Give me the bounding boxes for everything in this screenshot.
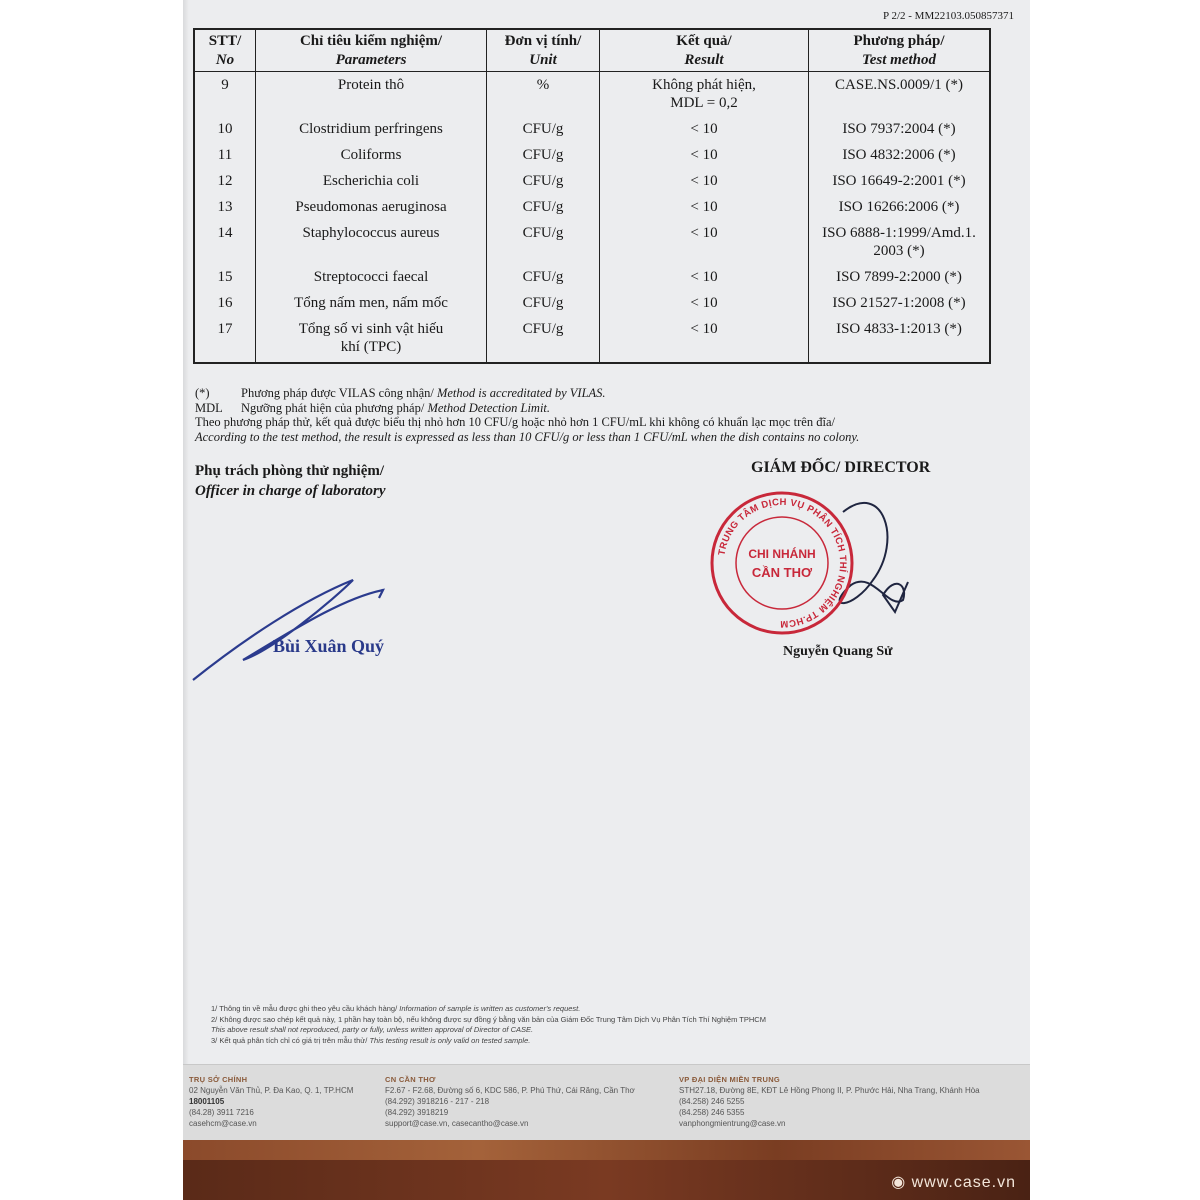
note-mdl: MDL Ngưỡng phát hiện của phương pháp/ Method Detection Limit. — [195, 400, 551, 415]
list-item: F2.67 - F2.68, Đường số 6, KDC 586, P. Phú Thứ, Cái Răng, Cần Thơ — [385, 1086, 635, 1095]
cell-param: Clostridium perfringens — [256, 116, 487, 142]
cell-no: 17 — [194, 316, 256, 363]
cell-result: < 10 — [600, 264, 809, 290]
website-link[interactable]: ◉ www.case.vn — [891, 1174, 1016, 1191]
company-stamp — [707, 488, 857, 638]
cell-param: Staphylococcus aureus — [256, 220, 487, 264]
header-result: Kết quả/ Result — [600, 29, 809, 72]
cell-param: Tổng nấm men, nấm mốc — [256, 290, 487, 316]
header-parameters: Chỉ tiêu kiểm nghiệm/ Parameters — [256, 29, 487, 72]
footer-can-tho-branch: CN CẦN THƠ F2.67 - F2.68, Đường số 6, KDC 586, P. Phú Thứ, Cái Răng, Cần Thơ (84.292) 3918216 - 217 - 218 (84.292) 3918219 support@case.vn, casecantho@case.vn — [385, 1074, 675, 1129]
cell-result: < 10 — [600, 116, 809, 142]
svg-text:CẦN THƠ: CẦN THƠ — [751, 565, 813, 580]
cell-no: 12 — [194, 168, 256, 194]
fine-print-line: 1/ Thông tin về mẫu được ghi theo yêu cầu khách hàng/ Information of sample is written as customer's request. — [211, 1004, 581, 1013]
cell-unit: CFU/g — [487, 116, 600, 142]
cell-method: ISO 16266:2006 (*) — [809, 194, 991, 220]
list-item: (84.258) 246 5255 — [679, 1097, 745, 1106]
cell-method: ISO 4833-1:2013 (*) — [809, 316, 991, 363]
director-title: GIÁM ĐỐC/ DIRECTOR — [751, 459, 931, 476]
cell-no: 13 — [194, 194, 256, 220]
note-method-vn: Theo phương pháp thử, kết quả được biểu thị nhỏ hơn 10 CFU/g hoặc nhỏ hơn 1 CFU/mL khi không có khuẩn lạc mọc trên đĩa/ — [195, 415, 835, 429]
cell-unit: CFU/g — [487, 142, 600, 168]
cell-param: Coliforms — [256, 142, 487, 168]
cell-param: Tổng số vi sinh vật hiếu khí (TPC) — [256, 316, 487, 363]
fine-print-line: This above result shall not reproduced, party or fully, unless written approval of Director of CASE. — [211, 1025, 534, 1034]
cell-unit: % — [487, 72, 600, 117]
page-reference: P 2/2 - MM22103.050857371 — [883, 10, 1014, 22]
fine-print-line: 3/ Kết quả phân tích chỉ có giá trị trên mẫu thử/ This testing result is only valid on tested sample. — [211, 1035, 531, 1045]
list-item: (84.28) 3911 7216 — [189, 1108, 254, 1117]
cell-method: ISO 7937:2004 (*) — [809, 116, 991, 142]
document-page — [183, 0, 1030, 1200]
cell-param: Streptococci faecal — [256, 264, 487, 290]
cell-unit: CFU/g — [487, 264, 600, 290]
globe-icon: ◉ — [891, 1174, 912, 1191]
list-item: 02 Nguyễn Văn Thủ, P. Đa Kao, Q. 1, TP.HCM — [189, 1086, 354, 1095]
note-accredited: (*) Phương pháp được VILAS công nhận/ Method is accreditated by VILAS. — [195, 386, 606, 400]
list-item: STH27.18, Đường 8E, KĐT Lê Hồng Phong II, P. Phước Hải, Nha Trang, Khánh Hòa — [679, 1086, 980, 1095]
cell-method: ISO 21527-1:2008 (*) — [809, 290, 991, 316]
note-method-en: According to the test method, the result is expressed as less than 10 CFU/g or less than 1 CFU/mL when the dish contains no colony. — [195, 429, 860, 444]
lab-officer-name: Bùi Xuân Quý — [273, 636, 385, 656]
cell-result: < 10 — [600, 316, 809, 363]
fine-print-line: 2/ Không được sao chép kết quả này, 1 phần hay toàn bộ, nếu không được sự đồng ý bằng văn bản của Giám Đốc Trung Tâm Dịch Vụ Phân Tích Thí Nghiệm TPHCM — [211, 1014, 766, 1024]
cell-param: Pseudomonas aeruginosa — [256, 194, 487, 220]
cell-result: < 10 — [600, 168, 809, 194]
cell-unit: CFU/g — [487, 316, 600, 363]
list-item: (84.292) 3918216 - 217 - 218 — [385, 1097, 490, 1106]
cell-method: CASE.NS.0009/1 (*) — [809, 72, 991, 117]
header-test-method: Phương pháp/ Test method — [809, 29, 991, 72]
footer-central-office: VP ĐẠI DIỆN MIỀN TRUNG STH27.18, Đường 8E, KĐT Lê Hồng Phong II, P. Phước Hải, Nha Trang, Khánh Hòa (84.258) 246 5255 (84.258) 246 5355 vanphongmientrung@case.vn — [679, 1074, 1024, 1129]
list-item: vanphongmientrung@case.vn — [679, 1119, 786, 1128]
header-unit: Đơn vị tính/ Unit — [487, 29, 600, 72]
footer-head-office: TRỤ SỞ CHÍNH 02 Nguyễn Văn Thủ, P. Đa Kao, Q. 1, TP.HCM 18001105 (84.28) 3911 7216 casehcm@case.vn — [189, 1074, 379, 1129]
list-item: support@case.vn, casecantho@case.vn — [385, 1119, 529, 1128]
cell-unit: CFU/g — [487, 290, 600, 316]
list-item: (84.258) 246 5355 — [679, 1108, 745, 1117]
director-name: Nguyễn Quang Sử — [783, 644, 893, 659]
cell-param: Protein thô — [256, 72, 487, 117]
svg-text:CHI NHÁNH: CHI NHÁNH — [748, 547, 816, 561]
header-no: STT/ No — [194, 29, 256, 72]
cell-result: < 10 — [600, 220, 809, 264]
cell-result: < 10 — [600, 142, 809, 168]
handwritten-signatures — [183, 0, 1030, 720]
cell-unit: CFU/g — [487, 194, 600, 220]
cell-unit: CFU/g — [487, 168, 600, 194]
cell-param: Escherichia coli — [256, 168, 487, 194]
cell-result: < 10 — [600, 194, 809, 220]
lab-officer-title: Phụ trách phòng thử nghiệm/ Officer in charge of laboratory — [195, 463, 386, 499]
left-signature-stroke — [193, 580, 383, 680]
cell-method: ISO 6888-1:1999/Amd.1. 2003 (*) — [809, 220, 991, 264]
cell-no: 11 — [194, 142, 256, 168]
cell-no: 14 — [194, 220, 256, 264]
cell-no: 9 — [194, 72, 256, 117]
cell-no: 15 — [194, 264, 256, 290]
fine-print — [211, 1004, 991, 1046]
list-item: (84.292) 3918219 — [385, 1108, 449, 1117]
hotline-text: 18001105 — [189, 1097, 225, 1106]
cell-unit: CFU/g — [487, 220, 600, 264]
cell-result: Không phát hiện, MDL = 0,2 — [600, 72, 809, 117]
cell-result: < 10 — [600, 290, 809, 316]
cell-method: ISO 7899-2:2000 (*) — [809, 264, 991, 290]
cell-no: 10 — [194, 116, 256, 142]
cell-no: 16 — [194, 290, 256, 316]
cell-method: ISO 4832:2006 (*) — [809, 142, 991, 168]
list-item: casehcm@case.vn — [189, 1119, 257, 1128]
cell-method: ISO 16649-2:2001 (*) — [809, 168, 991, 194]
svg-text:TRUNG TÂM DỊCH VỤ PHÂN TÍCH TH: TRUNG TÂM DỊCH VỤ PHÂN TÍCH THÍ NGHIỆM TP.HCM — [716, 496, 849, 630]
